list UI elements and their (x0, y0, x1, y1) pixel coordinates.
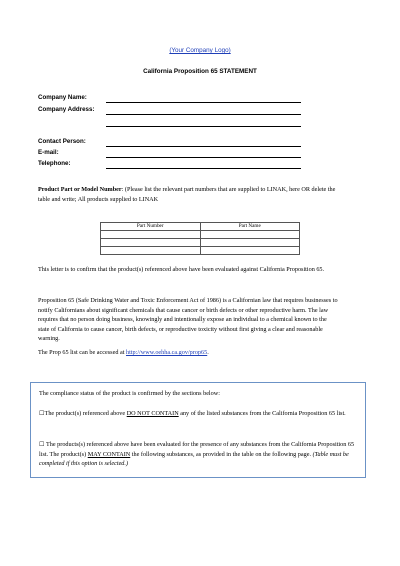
part-number-cell[interactable] (101, 239, 201, 247)
product-part-instructions (38, 185, 338, 204)
telephone-field[interactable] (106, 168, 301, 169)
option2-text-end: the following substances, as provided in the table on the following page. (130, 450, 313, 458)
company-address-field[interactable] (106, 114, 301, 115)
prop65-list-line (38, 348, 338, 358)
part-number-cell[interactable] (101, 231, 201, 239)
telephone-label: Telephone: (38, 160, 71, 167)
table-row (101, 247, 300, 255)
compliance-status-box (30, 382, 366, 478)
contact-person-label: Contact Person: (38, 138, 86, 145)
table-row (101, 239, 300, 247)
company-address-field-line2[interactable] (106, 126, 301, 127)
company-name-field[interactable] (106, 102, 301, 103)
document-title: California Proposition 65 STATEMENT (143, 68, 257, 75)
compliance-intro: The compliance status of the product is confirmed by the sections below: (39, 390, 220, 397)
option1-text-end: any of the listed substances from the California Proposition 65 list. (178, 410, 346, 417)
checkbox-may-contain[interactable]: ☐ (39, 441, 45, 448)
prop65-list-link[interactable]: http://www.oehha.ca.gov/prop65 (125, 349, 208, 356)
checkbox-not-contain[interactable]: ☐ (39, 410, 45, 417)
email-label: E-mail: (38, 149, 59, 156)
product-part-label: Product Part or Model Number (38, 186, 122, 193)
option2-emphasis: MAY CONTAIN (87, 450, 131, 458)
part-name-cell[interactable] (200, 247, 300, 255)
prop65-list-prefix: The Prop 65 list can be accessed at (38, 349, 126, 356)
option2-note: (Table must be completed if this option is selected.) (39, 450, 349, 468)
company-address-label: Company Address: (38, 106, 95, 113)
table-row (101, 231, 300, 239)
prop65-list-suffix: . (207, 349, 209, 356)
part-number-table (100, 222, 300, 255)
compliance-option-not-contain (39, 409, 355, 419)
product-part-text: : (Please list the relevant part numbers that are supplied to LINAK, here OR delete the table and write; All products supplied to LINAK (38, 186, 336, 203)
option1-text: The product(s) referenced above (44, 410, 127, 417)
confirmation-paragraph: This letter is to confirm that the product(s) referenced above have been evaluated against California Proposition 65. (38, 266, 325, 273)
compliance-option-may-contain (39, 440, 355, 469)
option1-emphasis: DO NOT CONTAIN (126, 410, 179, 417)
table-header-row (101, 223, 300, 231)
company-logo-placeholder: (Your Company Logo) (169, 47, 231, 54)
part-number-header: Part Number (101, 223, 201, 231)
part-name-header: Part Name (200, 223, 300, 231)
part-name-cell[interactable] (200, 239, 300, 247)
company-name-label: Company Name: (38, 94, 87, 101)
contact-person-field[interactable] (106, 146, 301, 147)
option2-text: The products(s) referenced above have been evaluated for the presence of any substances from the California Proposition 65 list. The product(s) (39, 441, 355, 458)
part-name-cell[interactable] (200, 231, 300, 239)
part-number-cell[interactable] (101, 247, 201, 255)
prop65-description-paragraph: Proposition 65 (Safe Drinking Water and Toxic Enforcement Act of 1986) is a Californian law that requires businesses to notify Californians about significant chemicals that cause cancer or birth defects or other reproductive harm. The law requires that no person doing business, knowingly and intentionally expose an individual to a chemical known to the state of California to cause cancer, birth defects, or reproductive toxicity without first giving a clear and reasonable warning. (38, 297, 338, 343)
email-field[interactable] (106, 157, 301, 158)
